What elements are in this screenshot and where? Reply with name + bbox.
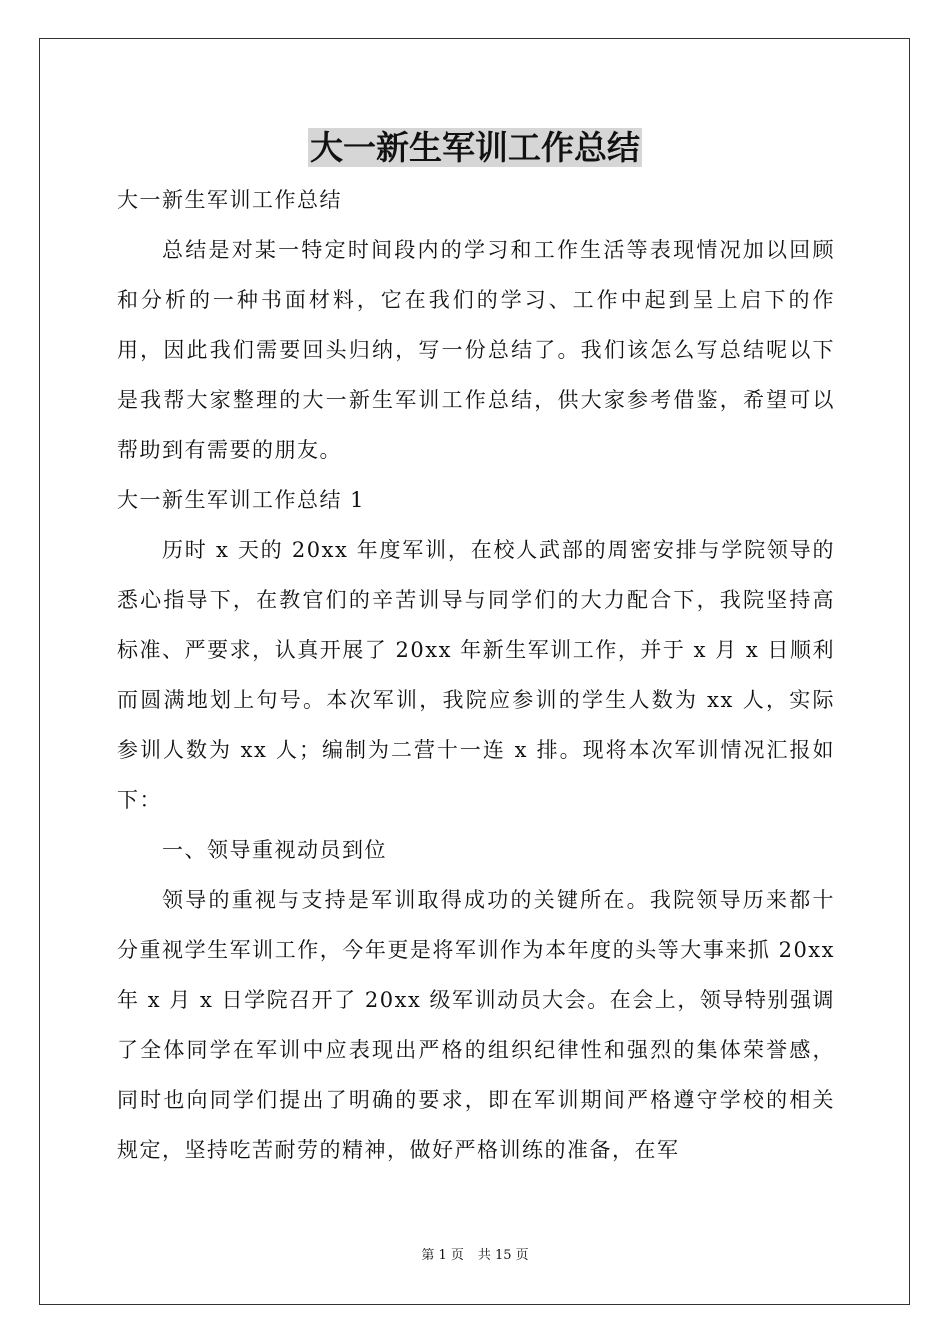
page-total: 共 15 页 <box>477 1248 529 1263</box>
intro-paragraph: 总结是对某一特定时间段内的学习和工作生活等表现情况加以回顾和分析的一种书面材料，它在我们的学习、工作中起到呈上启下的作用，因此我们需要回头归纳，写一份总结了。我们该怎么写总结呢以下是我帮大家整理的大一新生军训工作总结，供大家参考借鉴，希望可以帮助到有需要的朋友。 <box>117 238 835 462</box>
body-paragraph: 领导的重视与支持是军训取得成功的关键所在。我院领导历来都十分重视学生军训工作，今年更是将军训作为本年度的头等大事来抓 20xx 年 x 月 x 日学院召开了 20xx 级军训动员大会。在会上，领导特别强调了全体同学在军训中应表现出严格的组织纪律性和强烈的集体荣誉感，同时也向同学们提出了明确的要求，即在军训期间严格遵守学校的相关规定，坚持吃苦耐劳的精神，做好严格训练的准备，在军 <box>117 888 835 1162</box>
page-footer <box>0 1247 950 1265</box>
subsection-heading: 一、领导重视动员到位 <box>162 838 387 862</box>
document-body <box>117 175 835 1175</box>
page-number: 第 1 页 <box>421 1248 464 1263</box>
subtitle-line: 大一新生军训工作总结 <box>117 188 342 212</box>
body-paragraph: 历时 x 天的 20xx 年度军训，在校人武部的周密安排与学院领导的悉心指导下，在教官们的辛苦训导与同学们的大力配合下，我院坚持高标准、严要求，认真开展了 20xx 年新生军训工作，并于 x 月 x 日顺利而圆满地划上句号。本次军训，我院应参训的学生人数为 xx 人，实际参训人数为 xx 人；编制为二营十一连 x 排。现将本次军训情况汇报如下： <box>117 538 835 812</box>
section-heading: 大一新生军训工作总结 1 <box>117 488 366 512</box>
document-title-text: 大一新生军训工作总结 <box>310 128 640 167</box>
document-title <box>0 126 950 170</box>
